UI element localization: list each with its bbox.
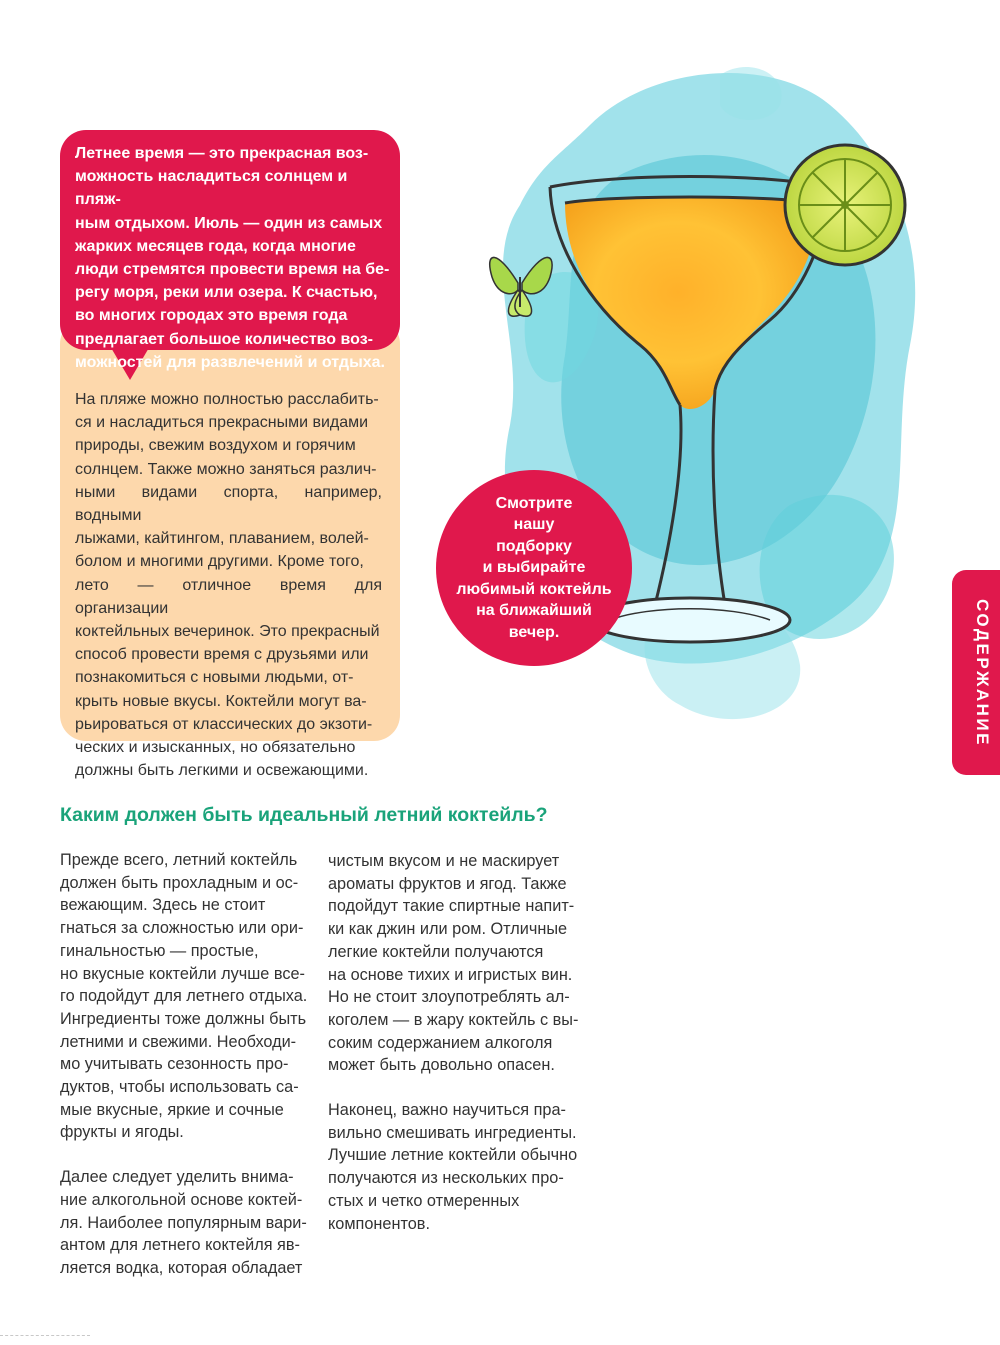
text-line: вежающим. Здесь не стоит bbox=[60, 896, 266, 915]
text-line: мо учитывать сезонность про- bbox=[60, 1055, 289, 1074]
callout-line: подборку bbox=[496, 537, 572, 555]
text-line: вильно смешивать ингредиенты. bbox=[328, 1123, 577, 1142]
text-line: го подойдут для летнего отдыха. bbox=[60, 987, 308, 1006]
callout-line: и выбирайте bbox=[482, 559, 586, 577]
beach-text bbox=[75, 388, 382, 782]
text-line: ние алкогольной основе коктей- bbox=[60, 1190, 303, 1209]
text-line: ля. Наиболее популярным вари- bbox=[60, 1213, 307, 1232]
text-line: чистым вкусом и не маскирует bbox=[328, 852, 560, 870]
text-line: легкие коктейли получаются bbox=[328, 942, 544, 961]
beach-line: должны быть легкими и освежающими. bbox=[75, 762, 369, 780]
intro-line: можность насладиться солнцем и пляж- bbox=[75, 168, 348, 209]
paragraph bbox=[60, 1166, 315, 1280]
text-line: Ингредиенты тоже должны быть bbox=[60, 1009, 307, 1028]
intro-line: жарких месяцев года, когда многие bbox=[75, 237, 356, 255]
intro-line: предлагает большое количество воз- bbox=[75, 330, 373, 348]
text-line: Но не стоит злоупотреблять ал- bbox=[328, 988, 570, 1007]
intro-line: Летнее время — это прекрасная воз- bbox=[75, 145, 369, 162]
beach-line: лыжами, кайтингом, плаванием, волей- bbox=[75, 530, 369, 548]
callout-line: нашу bbox=[513, 516, 555, 534]
callout-line: Смотрите bbox=[495, 494, 573, 512]
text-line: подойдут такие спиртные напит- bbox=[328, 897, 575, 916]
paragraph bbox=[328, 850, 583, 1077]
text-line: может быть довольно опасен. bbox=[328, 1056, 555, 1075]
text-line: гинальностью — простые, bbox=[60, 941, 259, 960]
text-line: стых и четко отмеренных bbox=[328, 1191, 520, 1210]
text-line: Далее следует уделить внима- bbox=[60, 1168, 294, 1187]
contents-tab-label: СОДЕРЖАНИЕ bbox=[973, 598, 992, 747]
text-line: Лучшие летние коктейли обычно bbox=[328, 1146, 578, 1165]
text-line: соким содержанием алкоголя bbox=[328, 1033, 553, 1052]
text-line: но вкусные коктейли лучше все- bbox=[60, 964, 305, 983]
article-column-2 bbox=[328, 850, 583, 1257]
contents-tab[interactable] bbox=[952, 570, 1000, 775]
text-line: на основе тихих и игристых вин. bbox=[328, 965, 573, 984]
text-line: дуктов, чтобы использовать са- bbox=[60, 1078, 299, 1097]
text-line: ки как джин или ром. Отличные bbox=[328, 920, 568, 939]
beach-line: рьироваться от классических до экзоти- bbox=[75, 715, 373, 733]
beach-line: познакомиться с новыми людьми, от- bbox=[75, 669, 354, 687]
text-line: должен быть прохладным и ос- bbox=[60, 873, 299, 892]
callout-line: на ближайший bbox=[476, 602, 592, 620]
beach-line: солнцем. Также можно заняться различ- bbox=[75, 460, 377, 478]
lime-slice-icon bbox=[785, 145, 905, 265]
text-line: летними и свежими. Необходи- bbox=[60, 1032, 297, 1051]
beach-line: коктейльных вечеринок. Это прекрасный bbox=[75, 623, 380, 641]
callout-line: любимый коктейль bbox=[456, 580, 612, 598]
footer-divider bbox=[0, 1335, 90, 1336]
callout-text bbox=[454, 493, 614, 644]
beach-line: способ провести время с друзьями или bbox=[75, 646, 369, 664]
text-line: получаются из нескольких про- bbox=[328, 1169, 564, 1188]
beach-line: ными видами спорта, например, водными bbox=[75, 483, 382, 525]
text-line: компонентов. bbox=[328, 1214, 430, 1233]
intro-line: регу моря, реки или озера. К счастью, bbox=[75, 284, 378, 302]
paragraph bbox=[60, 849, 315, 1144]
beach-line: болом и многими другими. Кроме того, bbox=[75, 553, 364, 571]
beach-line: природы, свежим воздухом и горячим bbox=[75, 437, 356, 455]
text-line: фрукты и ягоды. bbox=[60, 1123, 184, 1142]
article-column-1 bbox=[60, 849, 315, 1302]
intro-line: ным отдыхом. Июль — один из самых bbox=[75, 214, 383, 232]
text-line: коголем — в жару коктейль с вы- bbox=[328, 1010, 579, 1029]
beach-line: лето — отличное время для организации bbox=[75, 576, 382, 617]
callout-circle bbox=[436, 470, 632, 666]
callout-line: вечер. bbox=[508, 623, 560, 641]
intro-line: люди стремятся провести время на бе- bbox=[75, 261, 390, 279]
text-line: Прежде всего, летний коктейль bbox=[60, 851, 298, 869]
intro-line: можностей для развлечений и отдыха. bbox=[75, 353, 385, 371]
beach-line: На пляже можно полностью расслабить- bbox=[75, 391, 379, 408]
beach-line: крыть новые вкусы. Коктейли могут ва- bbox=[75, 692, 367, 710]
text-line: антом для летнего коктейля яв- bbox=[60, 1236, 300, 1255]
intro-line: во многих городах это время года bbox=[75, 307, 348, 325]
intro-text bbox=[75, 142, 393, 374]
beach-line: ся и насладиться прекрасными видами bbox=[75, 414, 369, 432]
article-heading: Каким должен быть идеальный летний коктейль? bbox=[60, 804, 548, 826]
beach-line: ческих и изысканных, но обязательно bbox=[75, 739, 356, 757]
text-line: ароматы фруктов и ягод. Также bbox=[328, 874, 567, 893]
text-line: гнаться за сложностью или ори- bbox=[60, 919, 304, 938]
text-line: ляется водка, которая обладает bbox=[60, 1258, 303, 1277]
paragraph bbox=[328, 1099, 583, 1235]
text-line: Наконец, важно научиться пра- bbox=[328, 1101, 566, 1120]
text-line: мые вкусные, яркие и сочные bbox=[60, 1100, 284, 1119]
